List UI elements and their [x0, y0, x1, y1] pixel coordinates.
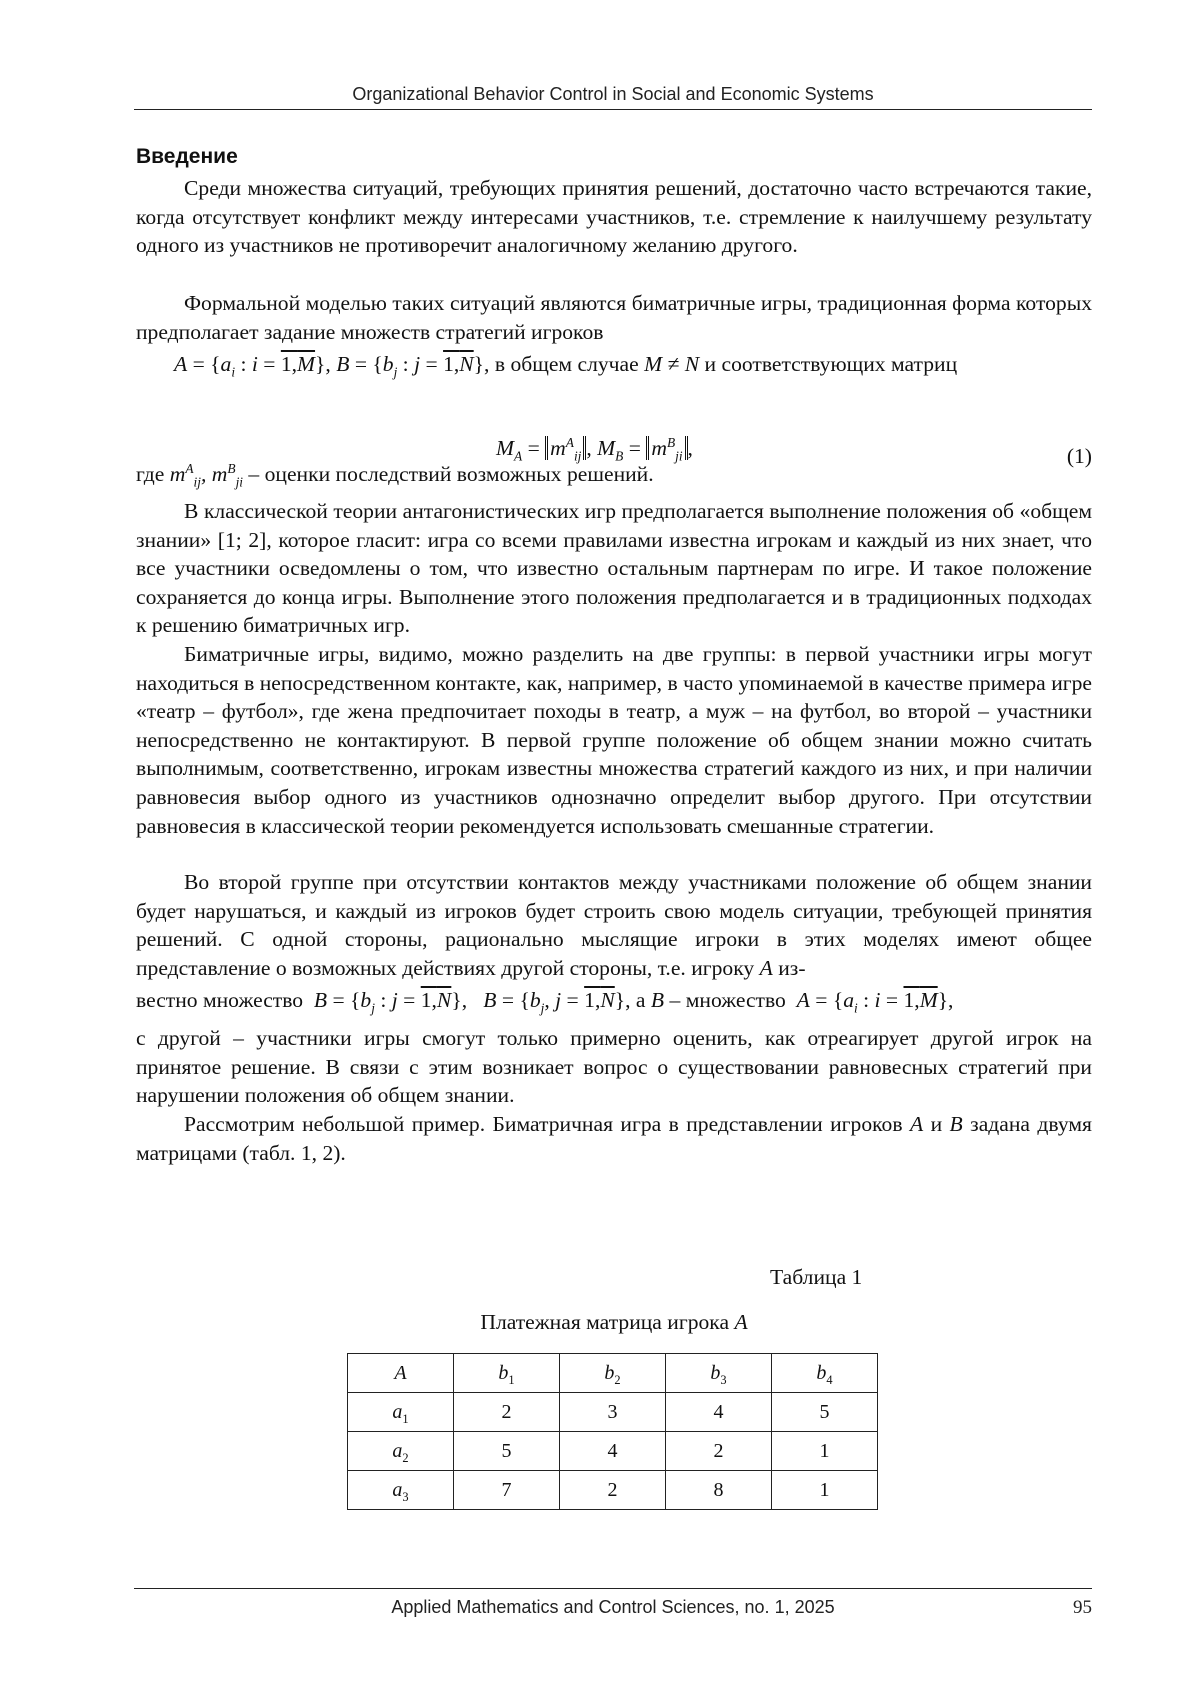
table-cell: 4: [666, 1393, 772, 1432]
estimates-formula: mAij, mBji: [170, 462, 243, 486]
paragraph-5: Биматричные игры, видимо, можно разделить на две группы: в первой участники игры могут находиться в непосредственном контакте, как, например, в часто упоминаемой в качестве примера игре «театр – футбол», где жена предпочитает походы в театр, а муж – на футбол, во второй – участники непосредственно не контактируют. В первой группе положение об общем знании можно считать выполнимым, соответственно, игрокам известны множества стратегий каждого из них, и при наличии равновесия выбор одного из участников однозначно определит выбор другого. При отсутствии равновесия в классической теории рекомендуется использовать смешанные стратегии.: [136, 640, 1092, 840]
table-cell: 4: [560, 1432, 666, 1471]
row-header: a2: [348, 1432, 454, 1471]
row-header: a3: [348, 1471, 454, 1510]
strategy-sets-line: A = {ai : i = 1,M}, B = {bj : j = 1,N}, в общем случае M ≠ N и соответствующих матриц: [174, 350, 957, 378]
table-cell: 7: [454, 1471, 560, 1510]
column-header: b3: [666, 1354, 772, 1393]
header-rule: [134, 109, 1092, 110]
paragraph-6-continuation: с другой – участники игры смогут только примерно оценить, как отреагирует другой игрок на принятое решение. В связи с этим возникает вопрос о существовании равновесных стратегий при нарушении положения об общем знании.: [136, 1024, 1092, 1110]
column-header: b2: [560, 1354, 666, 1393]
table-cell: 8: [666, 1471, 772, 1510]
table-cell: 5: [772, 1393, 878, 1432]
footer-rule: [134, 1588, 1092, 1589]
table-cell: 1: [772, 1432, 878, 1471]
table-cell: 2: [560, 1471, 666, 1510]
column-header: b4: [772, 1354, 878, 1393]
estimates-text: – оценки последствий возможных решений.: [248, 462, 653, 486]
table-cell: 3: [560, 1393, 666, 1432]
row-header: a1: [348, 1393, 454, 1432]
table-cell: 5: [454, 1432, 560, 1471]
matrices-text: и соответствующих матриц: [705, 352, 958, 376]
table-label: Таблица 1: [770, 1265, 862, 1290]
table-cell: 2: [666, 1432, 772, 1471]
section-heading: Введение: [136, 145, 238, 169]
table-header-row: [348, 1354, 878, 1393]
paragraph-2: Формальной моделью таких ситуаций являются биматричные игры, традиционная форма которых предполагает задание множеств стратегий игроков: [136, 289, 1092, 346]
general-case-text: , в общем случае: [484, 352, 639, 376]
equation-number: (1): [1067, 444, 1092, 469]
paragraph-1: Среди множества ситуаций, требующих принятия решений, достаточно часто встречаются такие, когда отсутствует конфликт между интересами участников, т.е. стремление к наилучшему результату одного из участников не противоречит аналогичному желанию другого.: [136, 174, 1092, 260]
paragraph-7: Рассмотрим небольшой пример. Биматричная игра в представлении игроков A и B задана двумя матрицами (табл. 1, 2).: [136, 1110, 1092, 1167]
table-cell: 2: [454, 1393, 560, 1432]
table-row: [348, 1471, 878, 1510]
payoff-matrix-table: [347, 1353, 878, 1510]
set-a-formula: A: [174, 352, 187, 376]
where-line: [136, 460, 654, 488]
journal-page: [0, 0, 1200, 1698]
set-b-formula: B: [336, 352, 349, 376]
page-number: 95: [1073, 1597, 1092, 1619]
paragraph-4: В классической теории антагонистических игр предполагается выполнение положения об «общем знании» [1; 2], которое гласит: игра со всеми правилами известна игрокам и каждый из них знает, что все участники осведомлены о том, что известно остальным партнерам по игре. И такое положение сохраняется до конца игры. Выполнение этого положения предполагается и в традиционных подходах к решению биматричных игр.: [136, 497, 1092, 640]
equation-1: MA = mAij , MB = mBji ,: [496, 436, 693, 461]
table-row: [348, 1393, 878, 1432]
journal-name: Applied Mathematics and Control Sciences, no. 1, 2025: [134, 1597, 1092, 1618]
table-corner: A: [348, 1354, 454, 1393]
table-row: [348, 1432, 878, 1471]
table-cell: 1: [772, 1471, 878, 1510]
running-head: Organizational Behavior Control in Social and Economic Systems: [134, 84, 1092, 105]
where-text: где: [136, 462, 164, 486]
table-caption: Платежная матрица игрока A: [136, 1310, 1092, 1335]
paragraph-6: Во второй группе при отсутствии контактов между участниками положение об общем знании будет нарушаться, и каждый из игроков будет строить свою модель ситуации, требующей принятия решений. С одной стороны, рационально мыслящие игроки в этих моделях имеют общее представление о возможных действиях другой стороны, т.е. игроку A из-: [136, 868, 1092, 982]
known-sets-line: вестно множество B = {bj : j = 1,N}, B = {bj, j = 1,N}, а B – множество A = {ai : i = 1,M},: [136, 986, 953, 1014]
player-a-ref: A: [760, 956, 773, 980]
column-header: b1: [454, 1354, 560, 1393]
m-neq-n-formula: M ≠ N: [644, 352, 699, 376]
